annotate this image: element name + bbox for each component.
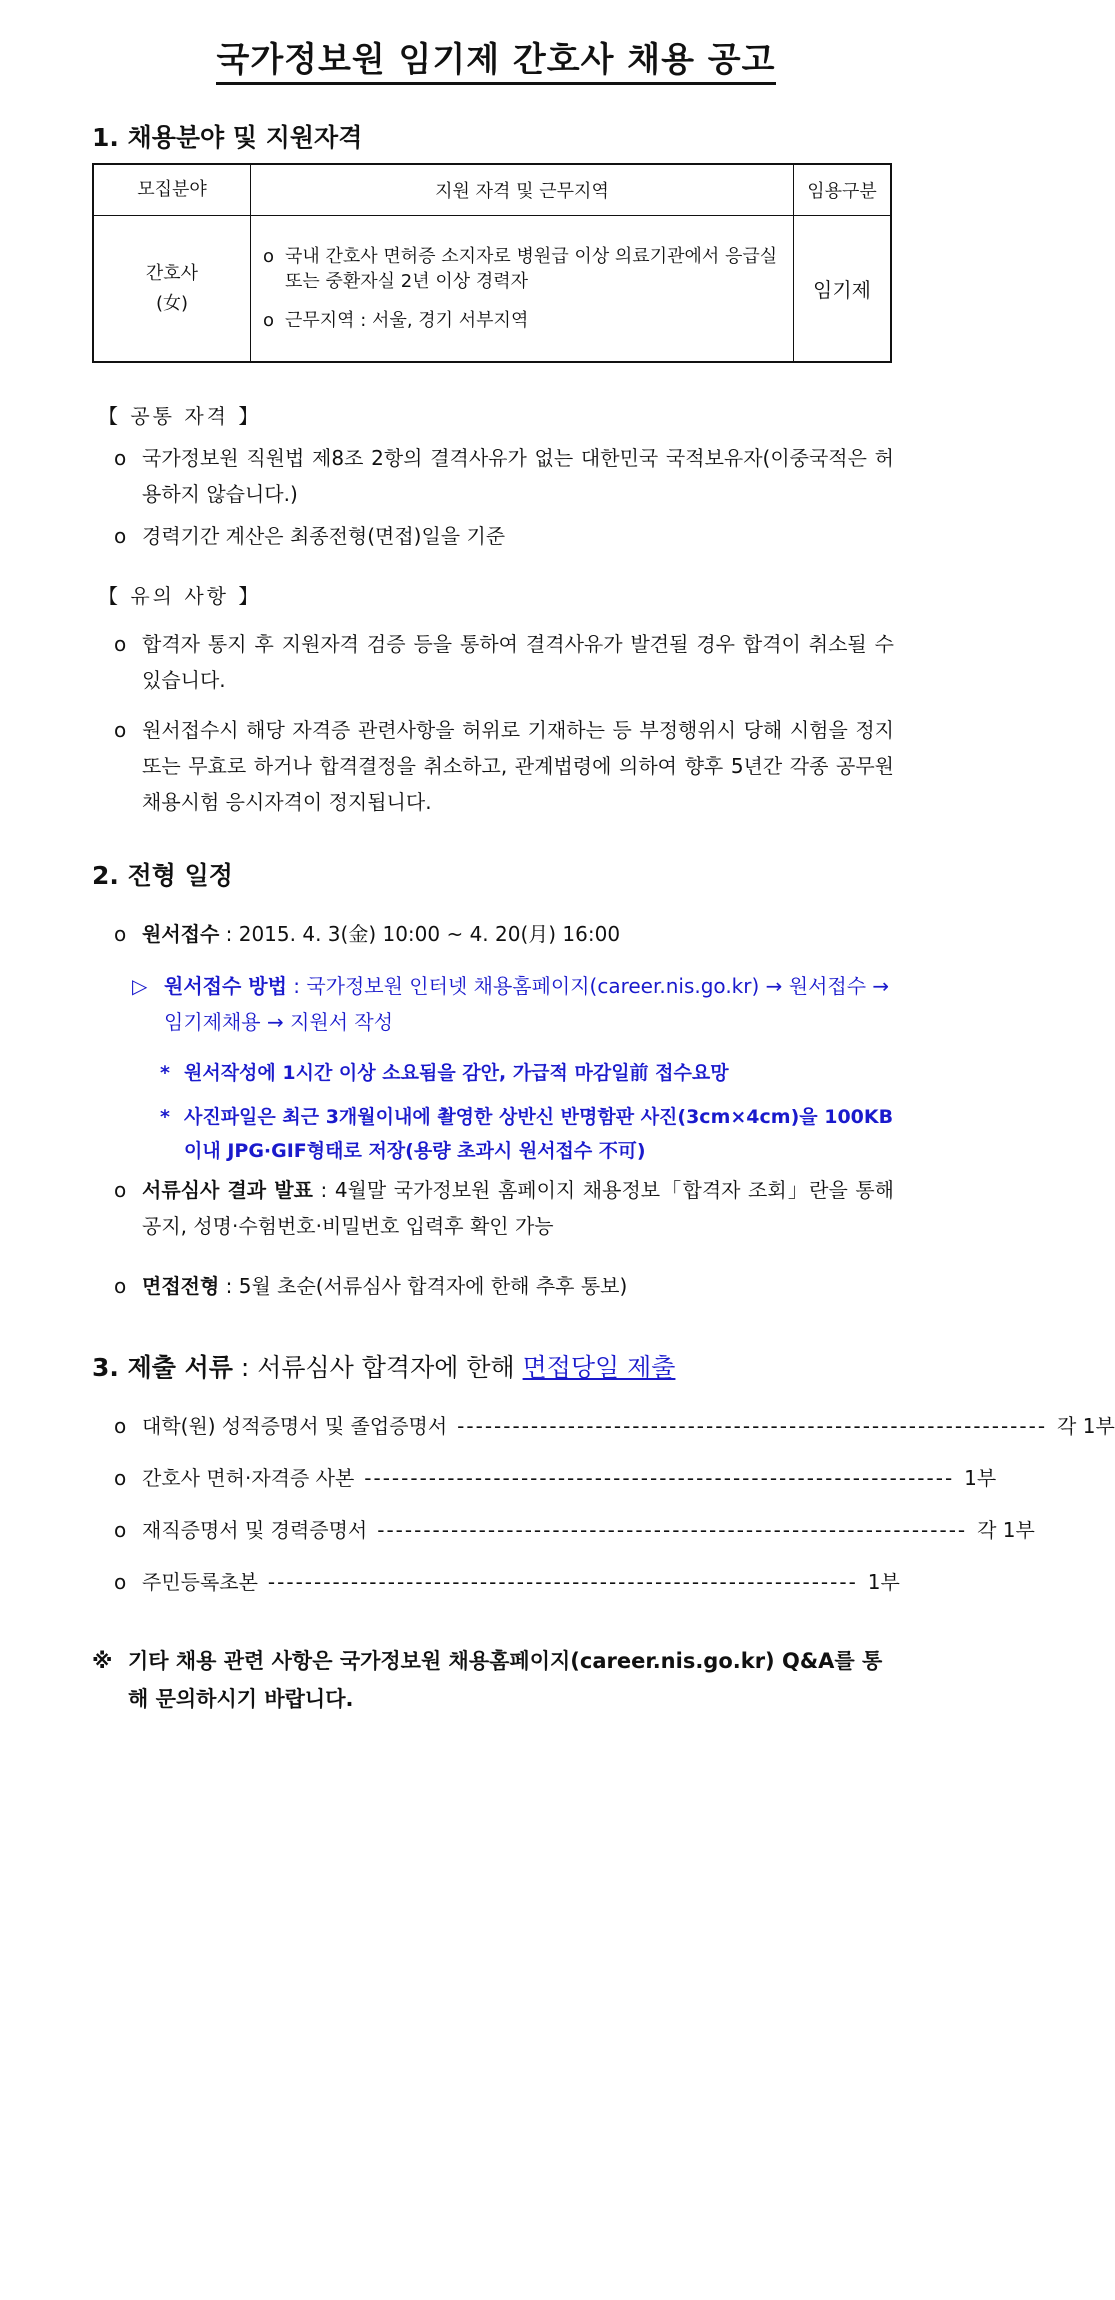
list-item: o 경력기간 계산은 최종전형(면접)일을 기준 xyxy=(114,518,894,554)
qualification-item: o 국내 간호사 면허증 소지자로 병원급 이상 의료기관에서 응급실 또는 중환자실 2년 이상 경력자 xyxy=(263,246,778,292)
interview-day-submit-note: 면접당일 제출 xyxy=(522,1353,676,1382)
circle-bullet-icon: o xyxy=(114,1466,127,1490)
schedule-result: o 서류심사 결과 발표 : 4월말 국가정보원 홈페이지 채용정보「합격자 조회」란을 통해 공지, 성명·수험번호·비밀번호 입력후 확인 가능 xyxy=(114,1172,894,1244)
header-qualification: 지원 자격 및 근무지역 xyxy=(251,164,794,216)
document-item: o 대학(원) 성적증명서 및 졸업증명서 ---------------------------------------------------------------- 각 1부 xyxy=(114,1408,894,1444)
circle-bullet-icon: o xyxy=(263,246,275,267)
dash-leader: ---------------------------------------------------------------- xyxy=(377,1518,968,1542)
field-gender: (女) xyxy=(155,292,189,314)
page-title: 국가정보원 임기제 간호사 채용 공고 xyxy=(0,32,992,81)
table-header-row xyxy=(93,164,891,216)
circle-bullet-icon: o xyxy=(263,310,275,331)
asterisk-bullet-icon: * xyxy=(160,1062,170,1084)
dash-leader: ---------------------------------------------------------------- xyxy=(364,1466,955,1490)
apply-note: * 사진파일은 최근 3개월이내에 촬영한 상반신 반명함판 사진(3cm×4cm)을 100KB 이내 JPG·GIF형태로 저장(용량 초과시 원서접수 不可) xyxy=(160,1100,894,1168)
qualification-item: o 근무지역 : 서울, 경기 서부지역 xyxy=(263,310,529,331)
field-name: 간호사 xyxy=(145,262,199,284)
section1-heading: 1. 채용분야 및 지원자격 xyxy=(92,123,363,152)
header-type: 임용구분 xyxy=(794,164,892,216)
schedule-interview: o 면접전형 : 5월 초순(서류심사 합격자에 한해 추후 통보) xyxy=(114,1268,894,1304)
document-item: o 재직증명서 및 경력증명서 ---------------------------------------------------------------- 각 1부 xyxy=(114,1512,894,1548)
circle-bullet-icon: o xyxy=(114,718,127,742)
common-heading: 【 공통 자격 】 xyxy=(98,404,262,428)
circle-bullet-icon: o xyxy=(114,1570,127,1594)
circle-bullet-icon: o xyxy=(114,1178,127,1202)
circle-bullet-icon: o xyxy=(114,524,127,548)
circle-bullet-icon: o xyxy=(114,1414,127,1438)
apply-note: * 원서작성에 1시간 이상 소요됨을 감안, 가급적 마감일前 접수요망 xyxy=(160,1056,894,1090)
schedule-apply: o 원서접수 : 2015. 4. 3(金) 10:00 ~ 4. 20(月) 16:00 xyxy=(114,916,894,952)
field-cell xyxy=(93,216,251,363)
circle-bullet-icon: o xyxy=(114,1518,127,1542)
triangle-bullet-icon: ▷ xyxy=(132,974,148,998)
circle-bullet-icon: o xyxy=(114,922,127,946)
document-item: o 주민등록초본 ---------------------------------------------------------------- 1부 xyxy=(114,1564,894,1600)
section3-heading: 3. 제출 서류 : 서류심사 합격자에 한해 면접당일 제출 xyxy=(92,1353,676,1382)
table-row xyxy=(93,216,891,363)
recruitment-table xyxy=(92,163,892,363)
footer-note: ※ 기타 채용 관련 사항은 국가정보원 채용홈페이지(career.nis.go.kr) Q&A를 통해 문의하시기 바랍니다. xyxy=(92,1642,894,1718)
document-item: o 간호사 면허·자격증 사본 ---------------------------------------------------------------- 1부 xyxy=(114,1460,894,1496)
header-field: 모집분야 xyxy=(93,164,251,216)
circle-bullet-icon: o xyxy=(114,446,127,470)
dash-leader: ---------------------------------------------------------------- xyxy=(457,1414,1048,1438)
list-item: o 원서접수시 해당 자격증 관련사항을 허위로 기재하는 등 부정행위시 당해 시험을 정지 또는 무효로 하거나 합격결정을 취소하고, 관계법령에 의하여 향후 5년간 각종 공무원 채용시험 응시자격이 정지됩니다. xyxy=(114,712,894,820)
caution-heading: 【 유의 사항 】 xyxy=(98,584,262,608)
list-item: o 합격자 통지 후 지원자격 검증 등을 통하여 결격사유가 발견될 경우 합격이 취소될 수 있습니다. xyxy=(114,626,894,698)
list-item: o 국가정보원 직원법 제8조 2항의 결격사유가 없는 대한민국 국적보유자(이중국적은 허용하지 않습니다.) xyxy=(114,440,894,512)
asterisk-bullet-icon: * xyxy=(160,1106,170,1128)
section2-heading: 2. 전형 일정 xyxy=(92,861,233,890)
apply-method: ▷ 원서접수 방법 : 국가정보원 인터넷 채용홈페이지(career.nis.go.kr) → 원서접수 → 임기제채용 → 지원서 작성 xyxy=(132,968,894,1040)
dash-leader: ---------------------------------------------------------------- xyxy=(267,1570,858,1594)
circle-bullet-icon: o xyxy=(114,632,127,656)
reference-mark-icon: ※ xyxy=(92,1649,113,1673)
qualification-cell xyxy=(251,216,794,363)
circle-bullet-icon: o xyxy=(114,1274,127,1298)
type-cell: 임기제 xyxy=(794,216,892,363)
